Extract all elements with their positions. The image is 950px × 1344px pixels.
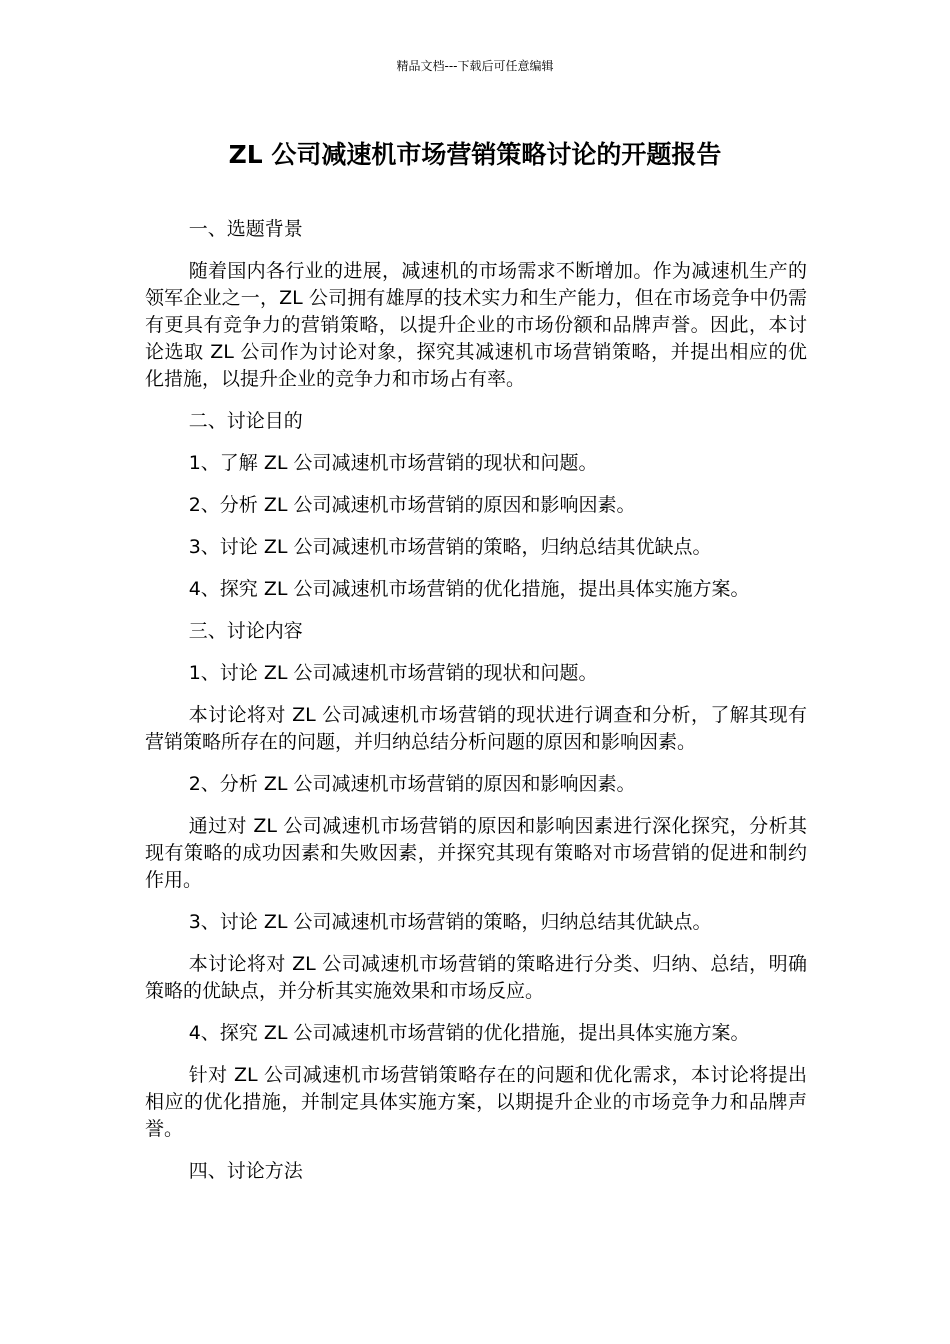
document-title: ZL 公司减速机市场营销策略讨论的开题报告: [228, 140, 722, 169]
content-item-2-body: 通过对 ZL 公司减速机市场营销的原因和影响因素进行深化探究，分析其现有策略的成功因素和失败因素，并探究其现有策略对市场营销的促进和制约作用。: [145, 815, 807, 891]
section-heading-background: 一、选题背景: [188, 218, 303, 240]
section-heading-methods: 四、讨论方法: [188, 1160, 303, 1182]
content-item-2-heading: 2、分析 ZL 公司减速机市场营销的原因和影响因素。: [188, 773, 636, 795]
content-item-1-heading: 1、讨论 ZL 公司减速机市场营销的现状和问题。: [188, 662, 598, 684]
content-item-1-body: 本讨论将对 ZL 公司减速机市场营销的现状进行调查和分析，了解其现有营销策略所存在的问题，并归纳总结分析问题的原因和影响因素。: [145, 704, 807, 753]
content-item-3-body: 本讨论将对 ZL 公司减速机市场营销的策略进行分类、归纳、总结，明确策略的优缺点，并分析其实施效果和市场反应。: [145, 953, 807, 1002]
section-heading-content: 三、讨论内容: [188, 620, 303, 642]
content-item-3-heading: 3、讨论 ZL 公司减速机市场营销的策略，归纳总结其优缺点。: [188, 911, 712, 933]
paragraph-background: 随着国内各行业的进展，减速机的市场需求不断增加。作为减速机生产的领军企业之一，ZL 公司拥有雄厚的技术实力和生产能力，但在市场竞争中仍需有更具有竞争力的营销策略，以提升企业的市场份额和品牌声誉。因此，本讨论选取 ZL 公司作为讨论对象，探究其减速机市场营销策略，并提出相应的优化措施，以提升企业的竞争力和市场占有率。: [145, 260, 807, 390]
page-header: 精品文档---下载后可任意编辑: [396, 59, 554, 73]
objective-item-3: 3、讨论 ZL 公司减速机市场营销的策略，归纳总结其优缺点。: [188, 536, 712, 558]
content-item-4-body: 针对 ZL 公司减速机市场营销策略存在的问题和优化需求，本讨论将提出相应的优化措施，并制定具体实施方案，以期提升企业的市场竞争力和品牌声誉。: [145, 1064, 807, 1140]
document-body: [145, 216, 807, 1200]
objective-item-1: 1、了解 ZL 公司减速机市场营销的现状和问题。: [188, 452, 598, 474]
section-heading-objectives: 二、讨论目的: [188, 410, 303, 432]
content-item-4-heading: 4、探究 ZL 公司减速机市场营销的优化措施，提出具体实施方案。: [188, 1022, 750, 1044]
objective-item-4: 4、探究 ZL 公司减速机市场营销的优化措施，提出具体实施方案。: [188, 578, 750, 600]
objective-item-2: 2、分析 ZL 公司减速机市场营销的原因和影响因素。: [188, 494, 636, 516]
